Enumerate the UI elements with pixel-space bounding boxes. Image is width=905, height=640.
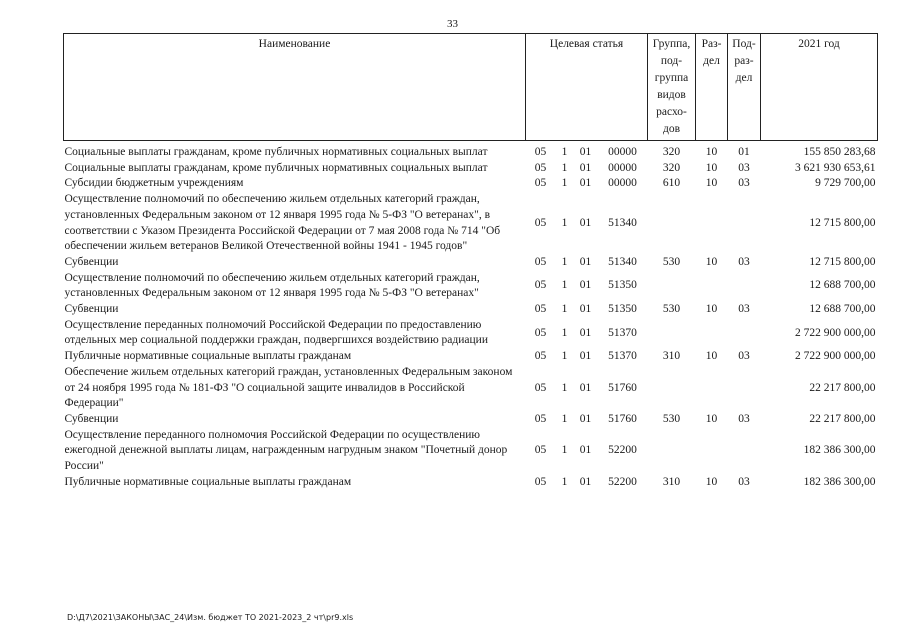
cell-b: 1 (561, 444, 568, 457)
header-name: Наименование (64, 34, 526, 141)
cell-c: 01 (579, 255, 592, 268)
cell-amount: 12 688 700,00 (809, 303, 876, 316)
cell-d: 51370 (608, 350, 637, 363)
cell-name: Осуществление полномочий по обеспечению жильем отдельных категорий граждан, установленных Федеральным законом от 12 января 1995 года № 5-ФЗ "О ветеранах", в соответствии с Указом Президента Российской Федерации от 7 мая 2008 года № 714 "Об обеспечении жильем ветеранов Великой Отечественной войны 1941 - 1945 годов" (64, 193, 501, 253)
cell-amount: 9 729 700,00 (815, 177, 876, 190)
cell-subsection: 03 (738, 350, 750, 363)
page-number: 33 (447, 18, 458, 30)
cell-b: 1 (561, 475, 568, 488)
table-header (64, 34, 878, 141)
cell-subsection (728, 192, 761, 255)
cell-a: 05 (534, 475, 547, 488)
cell-b: 1 (561, 303, 568, 316)
header-target: Целевая статья (526, 34, 648, 141)
cell-a: 05 (534, 326, 547, 339)
cell-d: 52200 (608, 475, 637, 488)
cell-section (696, 365, 728, 412)
cell-subsection: 03 (738, 177, 750, 190)
cell-name: Публичные нормативные социальные выплаты гражданам (64, 350, 352, 363)
table-row (64, 161, 878, 177)
cell-a: 05 (534, 177, 547, 190)
cell-a: 05 (534, 444, 547, 457)
table-row (64, 141, 878, 161)
cell-group (648, 365, 696, 412)
cell-group: 320 (662, 146, 681, 158)
cell-section (696, 428, 728, 475)
cell-section: 10 (705, 350, 718, 363)
table-row (64, 475, 878, 491)
cell-subsection (728, 318, 761, 349)
header-section: Раз- дел (696, 34, 728, 141)
cell-name: Публичные нормативные социальные выплаты гражданам (64, 475, 352, 488)
cell-amount: 12 715 800,00 (809, 216, 876, 229)
cell-subsection: 03 (738, 475, 750, 488)
cell-amount: 3 621 930 653,61 (795, 161, 876, 174)
cell-group: 320 (662, 161, 681, 174)
cell-amount: 182 386 300,00 (803, 444, 876, 457)
cell-group: 610 (662, 177, 681, 190)
cell-section: 10 (705, 146, 718, 158)
cell-name: Субвенции (64, 255, 119, 268)
cell-a: 05 (534, 161, 547, 174)
table-row (64, 349, 878, 365)
budget-table (63, 33, 878, 490)
cell-d: 51370 (608, 326, 637, 339)
cell-b: 1 (561, 350, 568, 363)
cell-a: 05 (534, 255, 547, 268)
cell-group (648, 318, 696, 349)
header-year: 2021 год (761, 34, 878, 141)
cell-group: 530 (662, 412, 681, 425)
table-row (64, 428, 878, 475)
cell-c: 01 (579, 161, 592, 174)
cell-b: 1 (561, 412, 568, 425)
cell-b: 1 (561, 279, 568, 292)
cell-c: 01 (579, 279, 592, 292)
cell-amount: 155 850 283,68 (803, 146, 876, 158)
cell-subsection (728, 271, 761, 302)
header-group: Группа, под- группа видов расхо- дов (648, 34, 696, 141)
cell-c: 01 (579, 412, 592, 425)
cell-section (696, 192, 728, 255)
cell-section (696, 271, 728, 302)
cell-amount: 22 217 800,00 (809, 412, 876, 425)
cell-d: 51760 (608, 381, 637, 394)
header-subsection: Под- раз- дел (728, 34, 761, 141)
cell-amount: 22 217 800,00 (809, 381, 876, 394)
table-body (64, 141, 878, 491)
cell-subsection: 03 (738, 161, 750, 174)
cell-a: 05 (534, 381, 547, 394)
cell-b: 1 (561, 161, 568, 174)
cell-name: Субсидии бюджетным учреждениям (64, 177, 244, 190)
cell-c: 01 (579, 303, 592, 316)
cell-c: 01 (579, 444, 592, 457)
cell-d: 00000 (608, 146, 637, 158)
table-row (64, 192, 878, 255)
cell-c: 01 (579, 350, 592, 363)
table-row (64, 365, 878, 412)
cell-section: 10 (705, 177, 718, 190)
cell-group: 530 (662, 303, 681, 316)
table-row (64, 318, 878, 349)
cell-section: 10 (705, 161, 718, 174)
cell-d: 52200 (608, 444, 637, 457)
cell-amount: 12 715 800,00 (809, 255, 876, 268)
cell-name: Осуществление переданного полномочия Российской Федерации по осуществлению ежегодной денежной выплаты лицам, награжденным нагрудным знаком "Почетный донор России" (64, 428, 508, 473)
cell-a: 05 (534, 279, 547, 292)
cell-c: 01 (579, 216, 592, 229)
cell-c: 01 (579, 146, 592, 158)
cell-c: 01 (579, 475, 592, 488)
cell-section: 10 (705, 303, 718, 316)
cell-section: 10 (705, 475, 718, 488)
cell-a: 05 (534, 412, 547, 425)
cell-amount: 2 722 900 000,00 (795, 326, 876, 339)
cell-a: 05 (534, 303, 547, 316)
cell-name: Осуществление переданных полномочий Российской Федерации по предоставлению отдельных мер социальной поддержки граждан, подвергшихся воздействию радиации (64, 318, 488, 347)
cell-subsection (728, 428, 761, 475)
cell-d: 51340 (608, 255, 637, 268)
cell-subsection: 01 (738, 146, 750, 158)
table-row (64, 271, 878, 302)
cell-group: 310 (662, 350, 681, 363)
cell-d: 51340 (608, 216, 637, 229)
cell-amount: 12 688 700,00 (809, 279, 876, 292)
cell-name: Осуществление полномочий по обеспечению жильем отдельных категорий граждан, установленных Федеральным законом от 12 января 1995 года № 5-ФЗ "О ветеранах" (64, 271, 480, 300)
cell-b: 1 (561, 381, 568, 394)
cell-b: 1 (561, 177, 568, 190)
table-row (64, 255, 878, 271)
cell-name: Субвенции (64, 412, 119, 425)
cell-group (648, 192, 696, 255)
footer-path: D:\Д7\2021\ЗАКОНЫ\ЗАС_24\Изм. бюджет ТО 2021-2023_2 чт\pr9.xls (67, 613, 354, 622)
cell-a: 05 (534, 350, 547, 363)
cell-d: 51760 (608, 412, 637, 425)
table-row (64, 302, 878, 318)
cell-a: 05 (534, 216, 547, 229)
cell-subsection (728, 365, 761, 412)
table-row (64, 176, 878, 192)
cell-section: 10 (705, 255, 718, 268)
cell-name: Обеспечение жильем отдельных категорий граждан, установленных Федеральным законом от 24 ноября 1995 года № 181-ФЗ "О социальной защите инвалидов в Российской Федерации" (64, 365, 513, 410)
cell-subsection: 03 (738, 255, 750, 268)
cell-b: 1 (561, 326, 568, 339)
table-row (64, 412, 878, 428)
cell-d: 51350 (608, 279, 637, 292)
cell-group (648, 271, 696, 302)
cell-group: 310 (662, 475, 681, 488)
cell-c: 01 (579, 326, 592, 339)
cell-b: 1 (561, 255, 568, 268)
cell-d: 00000 (608, 177, 637, 190)
cell-amount: 182 386 300,00 (803, 475, 876, 488)
cell-name: Социальные выплаты гражданам, кроме публичных нормативных социальных выплат (64, 146, 488, 158)
cell-amount: 2 722 900 000,00 (795, 350, 876, 363)
cell-b: 1 (561, 216, 568, 229)
cell-d: 00000 (608, 161, 637, 174)
cell-group (648, 428, 696, 475)
cell-subsection: 03 (738, 412, 750, 425)
cell-d: 51350 (608, 303, 637, 316)
cell-name: Субвенции (64, 303, 119, 316)
cell-c: 01 (579, 177, 592, 190)
cell-subsection: 03 (738, 303, 750, 316)
cell-section: 10 (705, 412, 718, 425)
cell-name: Социальные выплаты гражданам, кроме публичных нормативных социальных выплат (64, 161, 488, 174)
cell-c: 01 (579, 381, 592, 394)
cell-b: 1 (561, 146, 568, 158)
cell-group: 530 (662, 255, 681, 268)
cell-a: 05 (534, 146, 547, 158)
cell-section (696, 318, 728, 349)
